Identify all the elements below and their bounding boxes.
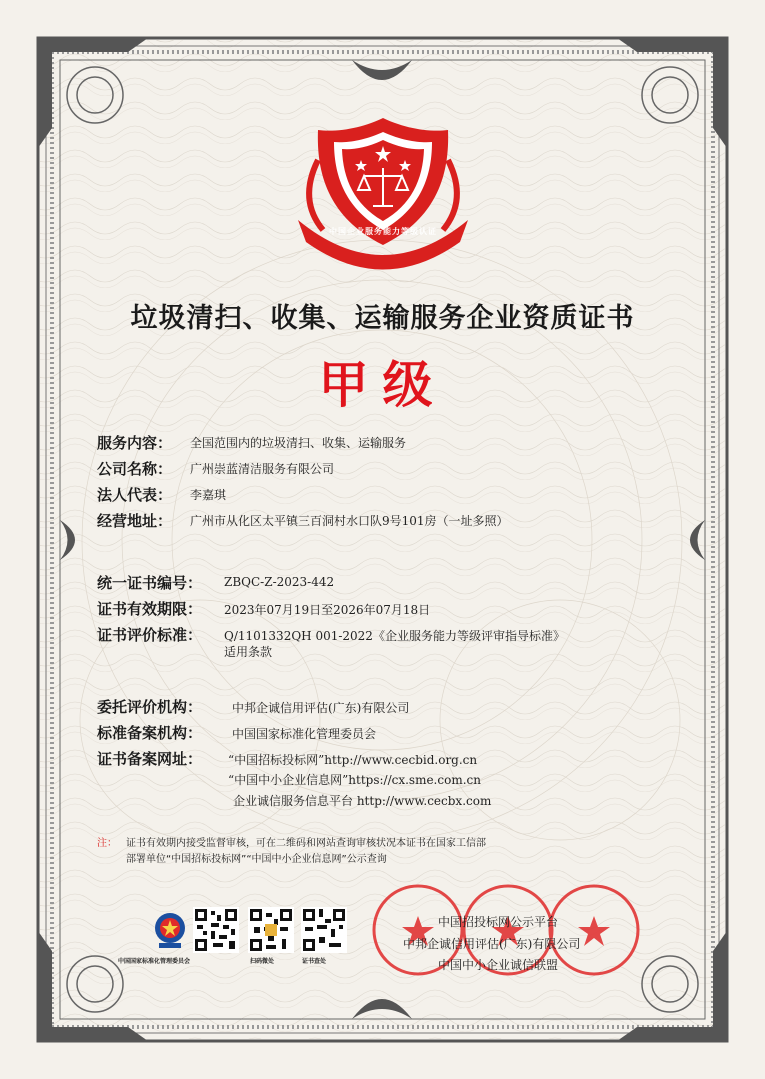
emblem-banner-text: 中国企业服务能力等级认证	[329, 227, 437, 236]
website-line1: “中国招标投标网”http://www.cecbid.org.cn	[228, 753, 478, 767]
website-line2: “中国中小企业信息网”https://cx.sme.com.cn	[228, 773, 481, 787]
sac-caption: 中国国家标准化管理委员会	[118, 958, 191, 965]
qr-code-icon[interactable]	[193, 907, 239, 953]
legal-rep-label: 法人代表：	[97, 486, 173, 504]
service-value: 全国范围内的垃圾清扫、收集、运输服务	[190, 436, 407, 450]
filing-label: 标准备案机构：	[97, 724, 203, 742]
legal-rep-value: 李嘉琪	[190, 488, 227, 502]
qr-code-icon[interactable]	[301, 907, 347, 953]
stamp-text-1: 中国招投标网公示平台	[438, 915, 559, 929]
evaluator-value: 中邦企诚信用评估(广东)有限公司	[232, 701, 410, 715]
note-line1: 证书有效期内接受监督审核，可在二维码和网站查询审核状况本证书在国家工信部	[126, 838, 486, 849]
validity-label: 证书有效期限：	[97, 600, 203, 618]
website-line3: 企业诚信服务信息平台 http://www.cecbx.com	[233, 794, 492, 808]
certificate-title: 垃圾清扫、收集、运输服务企业资质证书	[130, 303, 635, 334]
qr1-caption: 扫码微处	[250, 958, 275, 965]
note-line2: 部署单位“中国招标投标网”“中国中小企业信息网”公示查询	[126, 854, 387, 865]
standard-label: 证书评价标准：	[97, 626, 203, 644]
evaluator-label: 委托评价机构：	[97, 698, 203, 716]
note-label: 注：	[97, 838, 117, 849]
qr-code-icon[interactable]	[248, 907, 294, 953]
cert-number-label: 统一证书编号：	[97, 574, 203, 592]
address-label: 经营地址：	[97, 512, 173, 530]
service-label: 服务内容：	[97, 434, 173, 452]
website-label: 证书备案网址：	[97, 750, 203, 768]
sac-logo-icon	[153, 910, 187, 950]
stamp-text-3: 中国中小企业诚信联盟	[438, 958, 559, 972]
cert-number-value: ZBQC-Z-2023-442	[224, 575, 335, 589]
address-value: 广州市从化区太平镇三百洞村水口队9号101房（一址多照）	[190, 514, 509, 528]
qr2-caption: 证书查处	[302, 958, 327, 965]
validity-value: 2023年07月19日至2026年07月18日	[224, 603, 431, 617]
company-value: 广州崇蓝清洁服务有限公司	[190, 462, 335, 476]
certificate-grade: 甲级	[318, 356, 447, 414]
stamp-text-2: 中邦企诚信用评估(广东)有限公司	[403, 937, 581, 951]
standard-value-line2: 适用条款	[224, 645, 273, 659]
filing-value: 中国国家标准化管理委员会	[232, 727, 377, 741]
scales-of-justice-shield-emblem-icon	[288, 110, 478, 270]
standard-value-line1: Q/1101332QH 001-2022《企业服务能力等级评审指导标准》	[224, 629, 565, 643]
company-label: 公司名称：	[97, 460, 173, 478]
